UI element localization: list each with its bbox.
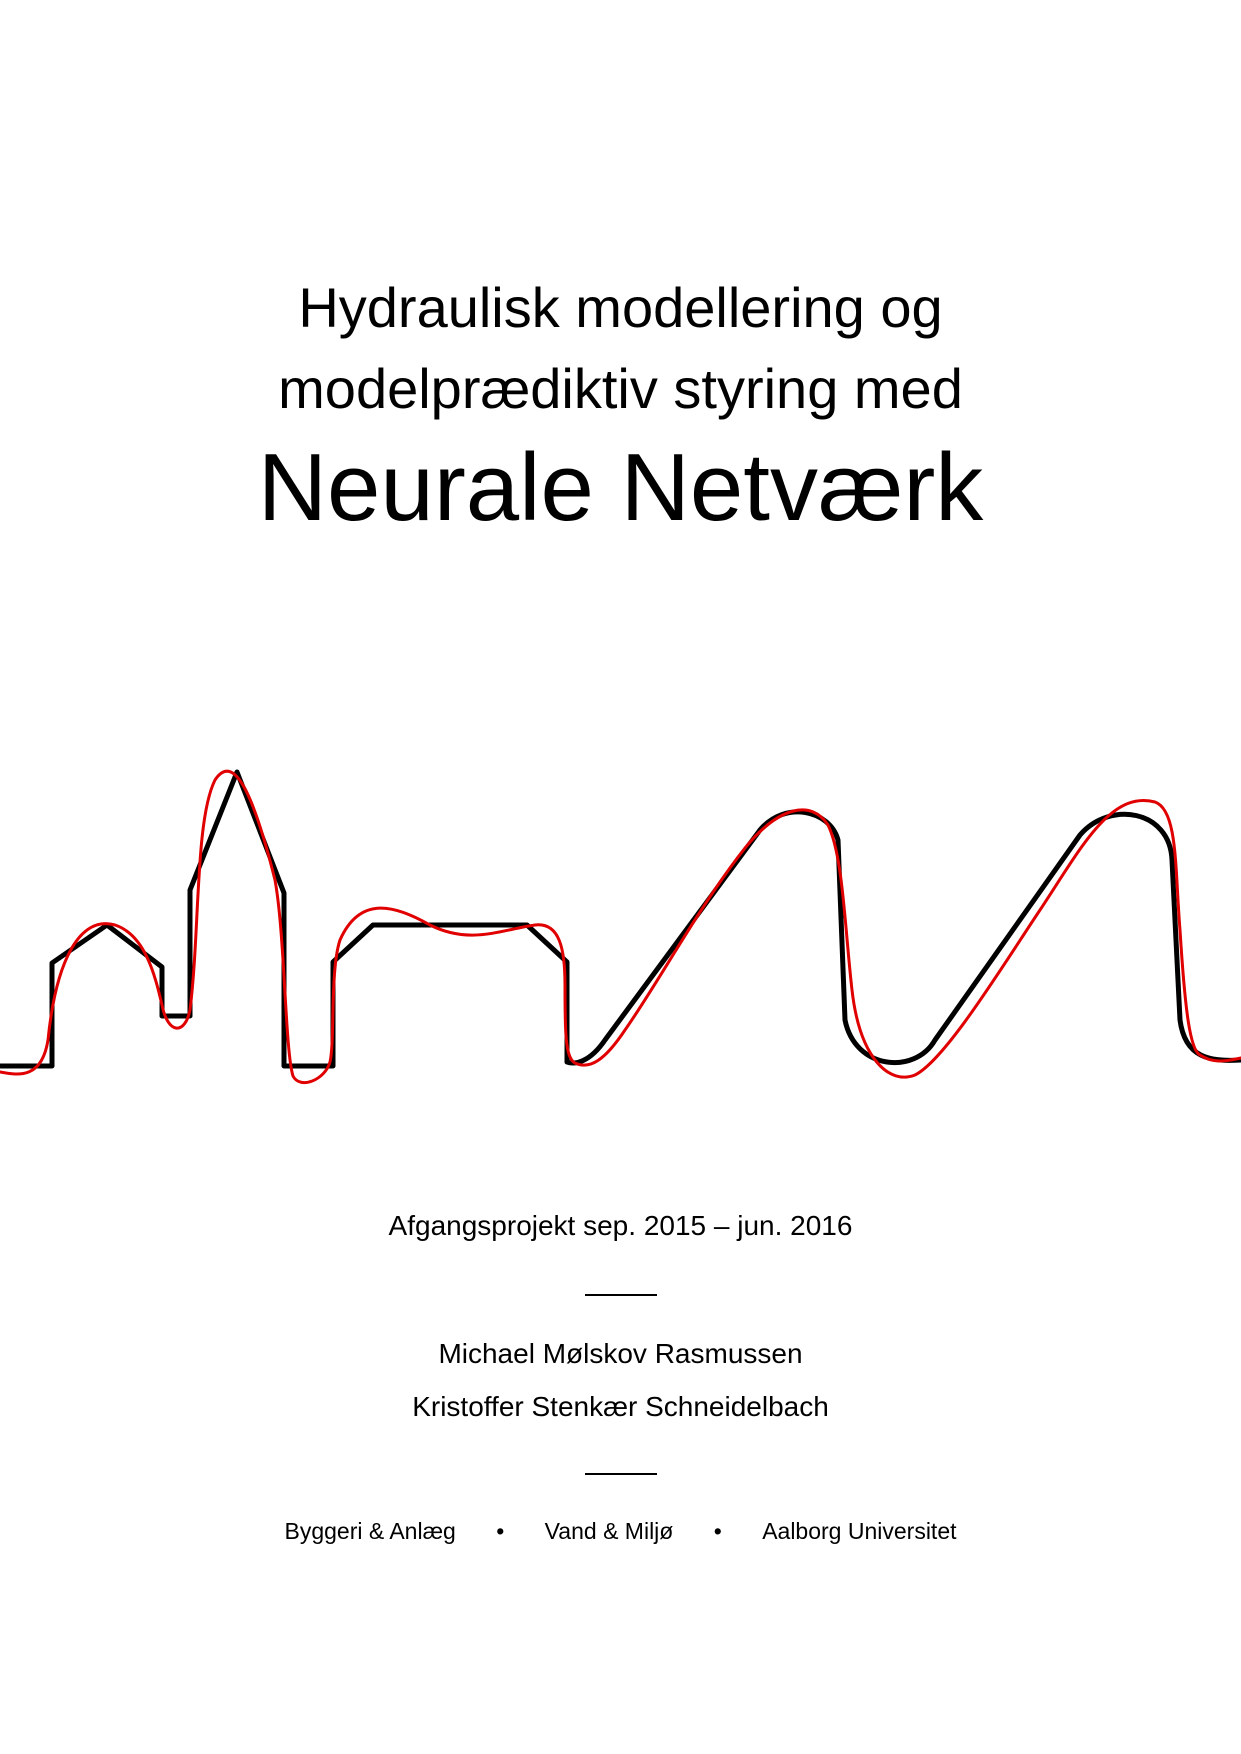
title-line-2: modelprædiktiv styring med [278,357,963,420]
separator-line-bottom [585,1473,657,1475]
author-2: Kristoffer Stenkær Schneidelbach [412,1391,829,1422]
bullet-separator: • [496,1518,505,1544]
title-main: Neurale Netværk [257,434,984,541]
author-1: Michael Mølskov Rasmussen [438,1338,803,1369]
title-line-1: Hydraulisk modellering og [298,276,943,339]
affiliation-university: Aalborg Universitet [762,1518,957,1544]
separator-line-top [585,1294,657,1296]
bullet-separator: • [713,1518,722,1544]
project-period: Afgangsprojekt sep. 2015 – jun. 2016 [388,1210,853,1241]
skyline-illustration [0,740,1241,1100]
fit-skyline-curve [0,771,1241,1082]
affiliation-department: Byggeri & Anlæg [284,1518,456,1544]
affiliation-line [0,1520,1241,1543]
affiliation-section: Vand & Miljø [544,1518,674,1544]
